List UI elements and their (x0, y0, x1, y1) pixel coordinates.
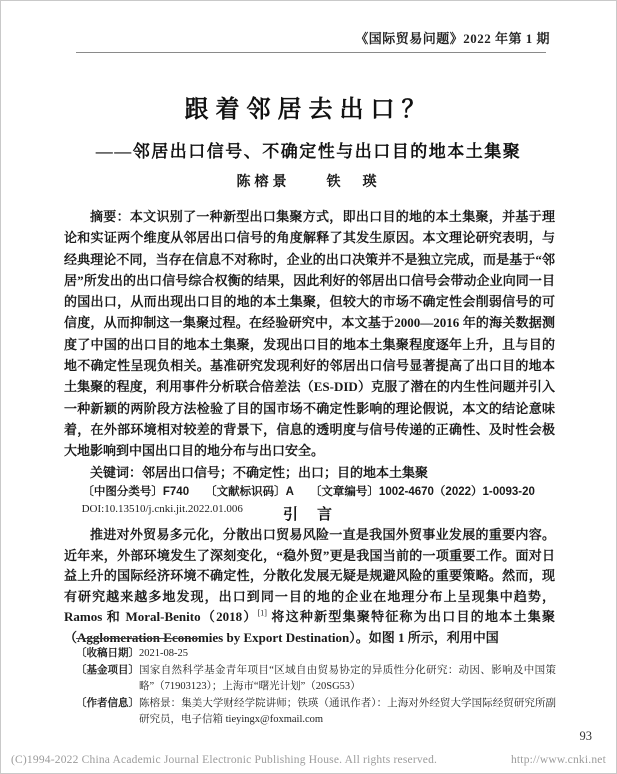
abstract-text: 本文识别了一种新型出口集聚方式，即出口目的地的本土集聚，并基于理论和实证两个维度从邻居出口信号的角度解释了其发生原因。本文理论研究表明，与经典理论不同，当存在信息不对称时，企业的出口决策并不是独立完成，而是基于“邻居”所发出的出口信号综合权衡的结果，因此利好的邻居出口信号会带动企业向同一目的国出口，从而出现出口目的地的本土集聚，但较大的市场不确定性会削弱信号的可信度，从而抑制这一集聚过程。在经验研究中，本文基于2000—2016 年的海关数据测度了中国的出口目的地本土集聚，发现出口目的地本土集聚程度逐年上升，且与目的地不确定性呈现负相关。基准研究发现利好的邻居出口信号显著提高了出口目的地本土集聚的程度，利用事件分析联合倍差法（ES-DID）克服了潜在的内生性问题并引入一种新颖的两阶段方法检验了目的国市场不确定性影响的理论假说，本文的结论意味着，在外部环境相对较差的背景下，信息的透明度与信号传递的正确性、及时性会极大地影响到中国出口目的地分布与出口安全。 (64, 209, 555, 459)
footnote-text: 陈榕景：集美大学财经学院讲师；铁瑛（通讯作者）：上海对外经贸大学国际经贸研究所副研究员，电子信箱 tieyingx@foxmail.com (139, 697, 556, 725)
copyright-footer (11, 754, 606, 766)
footnote-ref-1: [1] (257, 608, 267, 618)
footnote-divider (76, 638, 201, 639)
article-subtitle: ——邻居出口信号、不确定性与出口目的地本土集聚 (95, 142, 522, 161)
article-authors: 陈榕景 铁 瑛 (236, 175, 381, 190)
footnote-text: 2021-08-25 (139, 648, 188, 659)
doi-line: DOI:10.13510/j.cnki.jit.2022.01.006 (81, 502, 243, 515)
doc-code-label: 〔文献标识码〕 (205, 485, 286, 498)
footnote-funding (76, 663, 556, 696)
footnote-label: 〔作者信息〕 (76, 697, 139, 709)
page-number: 93 (579, 729, 592, 743)
footnote-received-date (76, 646, 556, 663)
cnki-url: http://www.cnki.net (510, 754, 606, 766)
footnotes-section (76, 646, 556, 729)
keywords-line (64, 462, 555, 483)
intro-paragraph (64, 525, 555, 648)
footnote-label: 〔基金项目〕 (76, 664, 139, 676)
clc-label: 〔中图分类号〕 (82, 485, 163, 498)
footnote-text: 国家自然科学基金青年项目“区域自由贸易协定的异质性分化研究：动因、影响及中国策略”（71903123）；上海市“曙光计划”（20SG53） (139, 664, 556, 692)
clc-value: F740 (162, 485, 190, 498)
header-divider (76, 52, 546, 53)
intro-text-after: 将这种新型集聚特征称为出口目的地本土集聚（Agglomeration Economies by Export Destination）。如图 1 所示，利用中国 (64, 609, 555, 645)
keywords-label: 关键词： (90, 464, 143, 480)
abstract-section (64, 206, 555, 518)
article-id-value: 1002-4670（2022）1-0093-20 (378, 485, 535, 498)
abstract-label: 摘要： (90, 209, 130, 224)
footnote-author-info (76, 696, 556, 729)
classification-line (64, 484, 555, 501)
journal-header: 《国际贸易问题》2022 年第 1 期 (355, 31, 550, 46)
article-id-label: 〔文章编号〕 (309, 485, 379, 498)
intro-text-before: 推进对外贸易多元化，分散出口贸易风险一直是我国外贸事业发展的重要内容。近年来，外部环境发生了深刻变化，“稳外贸”更是我国当前的一项重要工作。面对日益上升的国际经济环境不确定性，分散化发展无疑是规避风险的重要策略。然而，现有研究越来越多地发现，出口到同一目的地的企业在地理分布上呈现集中趋势，Ramos 和 Moral-Benito（2018） (64, 527, 555, 624)
doc-code-value: A (285, 485, 294, 498)
copyright-text: (C)1994-2022 China Academic Journal Electronic Publishing House. All rights reserved. (11, 754, 438, 766)
abstract-paragraph (64, 206, 555, 462)
keywords-text: 邻居出口信号；不确定性；出口；目的地本土集聚 (142, 464, 429, 480)
article-title: 跟着邻居去出口？ (184, 97, 433, 123)
footnote-label: 〔收稿日期〕 (76, 648, 139, 659)
intro-heading: 引 言 (282, 507, 334, 523)
